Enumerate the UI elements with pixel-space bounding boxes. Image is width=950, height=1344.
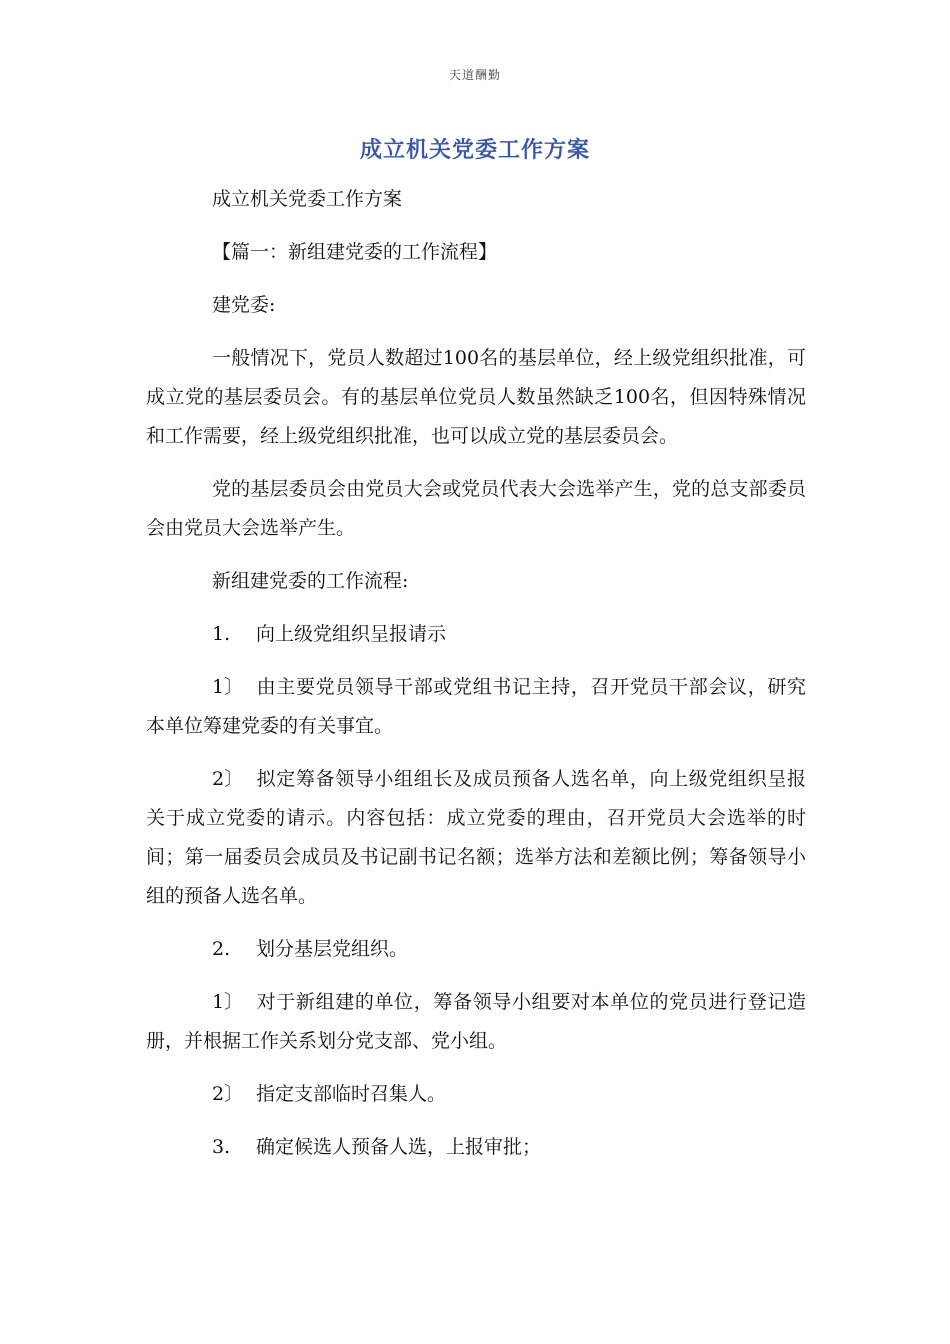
list-item bbox=[146, 1075, 806, 1114]
page-header: 天道酬勤 bbox=[448, 68, 501, 82]
list-item bbox=[146, 1128, 806, 1167]
list-item bbox=[146, 983, 806, 1061]
list-text: 向上级党组织呈报请示 bbox=[256, 623, 447, 645]
list-number: 1. bbox=[212, 623, 231, 645]
list-number: 1〕 bbox=[212, 991, 244, 1013]
list-item bbox=[146, 668, 806, 746]
list-item bbox=[146, 615, 806, 654]
list-number: 2〕 bbox=[212, 768, 244, 790]
list-number: 1〕 bbox=[212, 676, 244, 698]
list-text: 对于新组建的单位，筹备领导小组要对本单位的党员进行登记造册，并根据工作关系划分党支部、党小组。 bbox=[146, 991, 806, 1052]
paragraph: 建党委: bbox=[212, 294, 276, 316]
paragraph: 党的基层委员会由党员大会或党员代表大会选举产生，党的总支部委员会由党员大会选举产生。 bbox=[146, 478, 806, 539]
list-text: 划分基层党组织。 bbox=[256, 938, 409, 960]
list-text: 指定支部临时召集人。 bbox=[256, 1083, 447, 1105]
list-item bbox=[146, 760, 806, 916]
list-number: 2. bbox=[212, 938, 231, 960]
list-item bbox=[146, 930, 806, 969]
list-number: 2〕 bbox=[212, 1083, 244, 1105]
paragraph: 新组建党委的工作流程: bbox=[212, 570, 409, 592]
section-heading: 【篇一：新组建党委的工作流程】 bbox=[212, 241, 498, 263]
paragraph: 一般情况下，党员人数超过100名的基层单位，经上级党组织批准，可成立党的基层委员会。有的基层单位党员人数虽然缺乏100名，但因特殊情况和工作需要，经上级党组织批准，也可以成立党的基层委员会。 bbox=[146, 347, 806, 447]
paragraph: 成立机关党委工作方案 bbox=[212, 188, 403, 210]
list-text: 确定候选人预备人选，上报审批； bbox=[256, 1136, 542, 1158]
list-text: 拟定筹备领导小组组长及成员预备人选名单，向上级党组织呈报关于成立党委的请示。内容包括：成立党委的理由，召开党员大会选举的时间；第一届委员会成员及书记副书记名额；选举方法和差额比例；筹备领导小组的预备人选名单。 bbox=[146, 768, 806, 907]
document-body bbox=[146, 180, 806, 1181]
list-text: 由主要党员领导干部或党组书记主持，召开党员干部会议，研究本单位筹建党委的有关事宜。 bbox=[146, 676, 806, 737]
document-title: 成立机关党委工作方案 bbox=[359, 138, 590, 163]
list-number: 3. bbox=[212, 1136, 231, 1158]
